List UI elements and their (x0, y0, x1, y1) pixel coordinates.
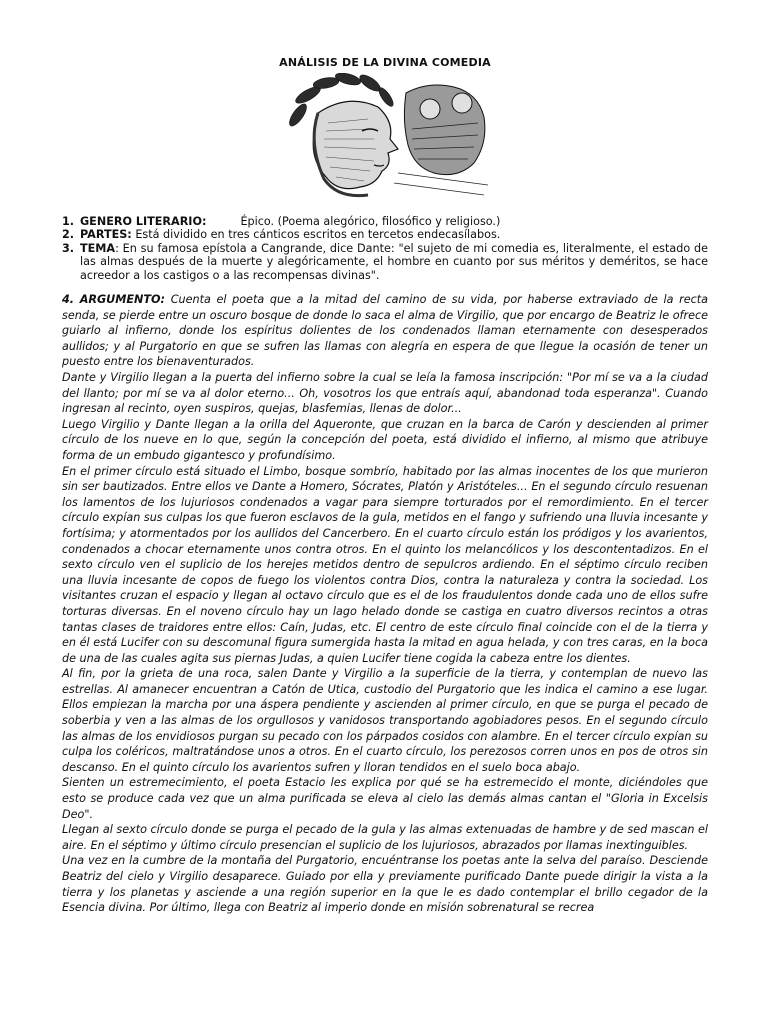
list-text: : En su famosa epístola a Cangrande, dice Dante: "el sujeto de mi comedia es, literalmente, el estado de las almas después de la muerte y alegóricamente, el hombre en cuanto por sus méritos y deméritos, se hace acreedor a los castigos o a las recompensas divinas". (80, 241, 708, 282)
page-title: ANÁLISIS DE LA DIVINA COMEDIA (279, 56, 491, 69)
argumento-number: 4. (62, 293, 75, 307)
argumento-paragraph (62, 292, 708, 370)
argumento-paragraph: Dante y Virgilio llegan a la puerta del infierno sobre la cual se leía la famosa inscripción: "Por mí se va a la ciudad del llanto; por mí se va al dolor eterno... Oh, vosotros los que entraís aquí, abandonad toda esperanza". Cuando ingresan al recinto, oyen suspiros, quejas, blasfemias, llenas de dolor... (62, 371, 708, 416)
argumento-paragraph: Llegan al sexto círculo donde se purga el pecado de la gula y las almas extenuadas de hambre y de sed mascan el aire. En el séptimo y último círculo presencian el suplicio de los lujuriosos, abrazados por llamas inextinguibles. (62, 823, 708, 852)
list-text: Épico. (Poema alegórico, filosófico y religioso.) (240, 215, 501, 228)
analysis-list (62, 215, 708, 282)
document-page (62, 56, 708, 916)
list-number: 2. (62, 228, 75, 242)
dante-engraving-image (278, 73, 492, 201)
argumento-paragraph: En el primer círculo está situado el Limbo, bosque sombrío, habitado por las almas inocentes de los que murieron sin ser bautizados. Entre ellos ve Dante a Homero, Sócrates, Platón y Aristóteles... En el segundo círculo resuenan los lamentos de los lujuriosos condenados a vagar para siempre torturados por el remordimiento. En el tercer círculo expían sus culpas los que fueron esclavos de la gula, metidos en el fango y sufriendo una lluvia incesante y fortísima; y atormentados por los aullidos del Cancerbero. En el cuarto círculo están los pródigos y los avarientos, condenados a chocar eternamente unos contra otros. En el quinto los melancólicos y los descontentadizos. En el sexto círculo ven el suplicio de los herejes metidos dentro de sepulcros ardiendo. En el séptimo círculo reciben una lluvia incesante de copos de fuego los violentos contra Dios, contra la naturaleza y contra la sociedad. Los visitantes cruzan el espacio y llegan al octavo círculo que es el de los fraudulentos donde cada uno de ellos sufre torturas diversas. En el noveno círculo hay un lago helado donde se castiga en cuatro diversos recintos a otras tantas clases de traidores entre ellos: Caín, Judas, etc. El centro de este círculo final coincide con el de la tierra y en él está Lucifer con su descomunal figura sumergida hasta la mitad en agua helada, y con tres caras, en la boca de una de las cuales agita sus piernas Judas, a quien Lucifer tiene cogida la cabeza entre los dientes. (62, 464, 708, 665)
argumento-paragraph: Luego Virgilio y Dante llegan a la orilla del Aqueronte, que cruzan en la barca de Carón y descienden al primer círculo de los nueve en lo que, según la concepción del poeta, está dividido el infierno, al mismo que atribuye forma de un embudo gigantesco y profundísimo. (62, 417, 708, 462)
list-item-genero (62, 215, 708, 228)
list-item-partes (62, 228, 708, 241)
list-label: TEMA (80, 241, 116, 255)
argumento-section (62, 292, 708, 916)
argumento-label: ARGUMENTO: (79, 293, 166, 307)
argumento-paragraph: Al fin, por la grieta de una roca, salen Dante y Virgilio a la superficie de la tierra, y contemplan de nuevo las estrellas. Al amanecer encuentran a Catón de Utica, custodio del Purgatorio que les indica el camino a ese lugar. Ellos empiezan la marcha por una áspera pendiente y ascienden al primer círculo, en que se purga el pecado de soberbia y ven a las almas de los orgullosos y vanidosos transportando agobiadores pesos. En el segundo círculo las almas de los envidiosos purgan su pecado con los párpados cosidos con alambre. En el tercer círculo expían su culpa los coléricos, maltratándose unos a otros. En el cuarto círculo, los perezosos corren unos en pos de otros sin descanso. En el quinto círculo los avarientos sufren y lloran tendidos en el suelo boca abajo. (62, 667, 708, 774)
list-label: GENERO LITERARIO: (80, 215, 207, 228)
list-label: PARTES: (80, 228, 132, 242)
argumento-text: Cuenta el poeta que a la mitad del camino de su vida, por haberse extraviado de la recta senda, se pierde entre un oscuro bosque de donde lo saca el alma de Virgilio, que por encargo de Beatriz le ofrece guiarlo al infierno, donde los espíritus dolientes de los condenados llaman eternamente con desesperados aullidos; y al Purgatorio en que se sufren las llamas con alegría en espera de que llegue la ocasión de tener un puesto entre los bienaventurados. (62, 293, 709, 369)
argumento-paragraph: Sienten un estremecimiento, el poeta Estacio les explica por qué se ha estremecido el monte, diciéndoles que esto se produce cada vez que un alma purificada se eleva al cielo las demás almas cantan el "Gloria in Excelsis Deo". (62, 776, 708, 821)
argumento-paragraph: Una vez en la cumbre de la montaña del Purgatorio, encuéntranse los poetas ante la selva del paraíso. Desciende Beatriz del cielo y Virgilio desaparece. Guiado por ella y previamente purificado Dante puede dirigir la vista a la tierra y los planetas y asciende a una región superior en la que le es dado contemplar el brillo cegador de la Esencia divina. Por último, llega con Beatriz al imperio donde en misión sobrenatural se recrea (62, 854, 708, 915)
list-number: 1. (62, 215, 75, 228)
list-text: Está dividido en tres cánticos escritos en tercetos endecasílabos. (135, 228, 501, 242)
list-number: 3. (62, 241, 75, 255)
list-item-tema (62, 242, 708, 282)
